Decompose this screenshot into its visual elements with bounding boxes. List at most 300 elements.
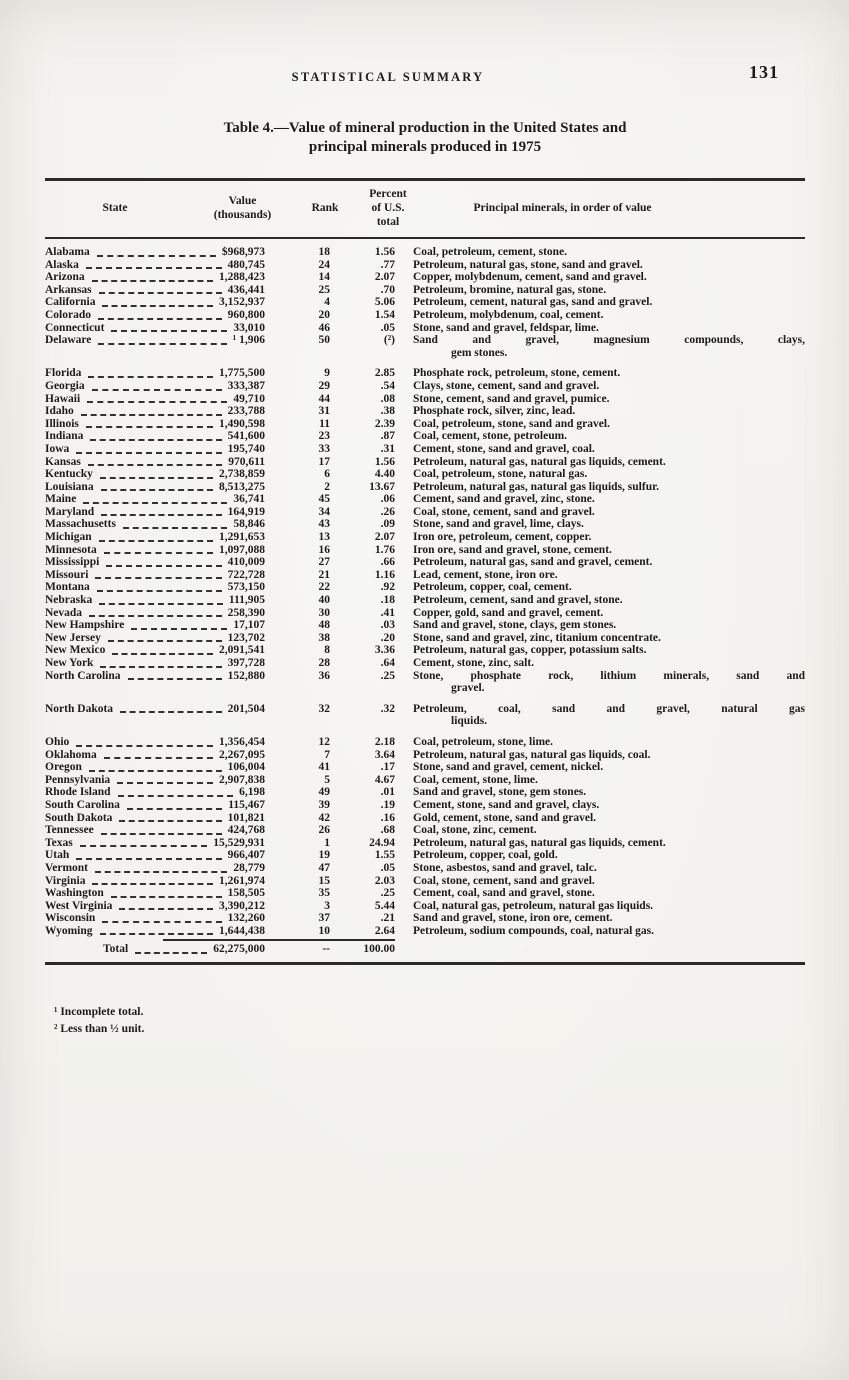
percent-cell: 2.39	[374, 417, 395, 430]
state-value-cell	[45, 657, 265, 670]
minerals-cell	[413, 468, 805, 481]
dash-leader	[76, 855, 221, 860]
value-amount: 480,745	[227, 258, 265, 271]
value-amount: 2,907,838	[219, 773, 265, 786]
dash-leader	[92, 386, 222, 391]
dash-leader	[76, 449, 221, 454]
value-amount: 2,091,541	[219, 644, 265, 657]
rank-cell: 8	[324, 644, 330, 657]
dash-leader	[89, 767, 222, 772]
value-amount: 233,788	[227, 405, 265, 418]
state-name: Minnesota	[45, 543, 97, 556]
value-amount: 3,390,212	[219, 899, 265, 912]
minerals-line1: Petroleum, natural gas, stone, sand and gravel.	[413, 258, 643, 271]
state-name: Vermont	[45, 861, 89, 874]
rank-cell: 42	[318, 811, 330, 824]
percent-cell: .17	[380, 761, 395, 774]
table-row	[45, 246, 805, 259]
state-name: Texas	[45, 836, 73, 849]
minerals-line1: Lead, cement, stone, iron ore.	[413, 568, 558, 581]
minerals-line1: Petroleum, natural gas, natural gas liquids, cement.	[413, 455, 666, 468]
minerals-cell	[413, 875, 805, 888]
state-name: Delaware	[45, 334, 92, 347]
state-value-cell	[45, 581, 265, 594]
minerals-cell	[413, 900, 805, 913]
minerals-cell	[413, 761, 805, 774]
running-header: STATISTICAL SUMMARY	[291, 70, 485, 84]
state-name: Nebraska	[45, 594, 93, 607]
percent-cell: .77	[380, 258, 395, 271]
minerals-line1: Coal, stone, cement, sand and gravel.	[413, 874, 595, 887]
rank-cell: 39	[318, 798, 330, 811]
rank-cell: 10	[318, 924, 330, 937]
minerals-line1: Petroleum, bromine, natural gas, stone.	[413, 283, 607, 296]
state-value-cell	[45, 749, 265, 762]
rank-cell: 16	[318, 543, 330, 556]
value-amount: 33,010	[233, 321, 265, 334]
percent-cell: .16	[380, 811, 395, 824]
value-amount: 970,611	[228, 455, 265, 468]
minerals-cell	[413, 925, 805, 938]
value-amount: 722,728	[227, 568, 265, 581]
table-row	[45, 849, 805, 862]
minerals-line1: Coal, petroleum, cement, stone.	[413, 246, 568, 258]
percent-cell: .25	[380, 887, 395, 900]
total-value: 62,275,000	[213, 943, 265, 956]
rank-cell: 36	[318, 669, 330, 682]
rank-cell: 40	[318, 594, 330, 607]
minerals-cell	[413, 774, 805, 787]
minerals-cell	[413, 393, 805, 406]
state-name: Maine	[45, 493, 77, 506]
table-row	[45, 812, 805, 825]
minerals-cell	[413, 334, 805, 359]
state-value-cell	[45, 925, 265, 938]
percent-cell: 3.36	[374, 644, 395, 657]
rank-cell: 18	[318, 246, 330, 258]
state-value-cell	[45, 875, 265, 888]
state-name: Georgia	[45, 379, 85, 392]
rank-cell: 30	[318, 606, 330, 619]
minerals-line1: Copper, molybdenum, cement, sand and gravel.	[413, 271, 647, 284]
minerals-line2: gem stones.	[451, 346, 508, 359]
state-value-cell	[45, 824, 265, 837]
table-row	[45, 900, 805, 913]
table-row	[45, 736, 805, 749]
percent-cell: .08	[380, 392, 395, 405]
value-amount: $968,973	[221, 246, 265, 258]
rank-cell: 27	[318, 556, 330, 569]
total-label: Total	[103, 943, 129, 956]
rank-cell: 19	[318, 849, 330, 862]
state-value-cell	[45, 619, 265, 632]
percent-cell: .01	[380, 786, 395, 799]
minerals-line1: Petroleum, natural gas, copper, potassium salts.	[413, 644, 647, 657]
state-value-cell	[45, 393, 265, 406]
percent-cell: (²)	[383, 334, 395, 347]
value-amount: 201,504	[227, 702, 265, 715]
minerals-line1: Petroleum, coal, sand and gravel, natural gas	[413, 702, 805, 715]
rank-cell: 9	[324, 367, 330, 380]
minerals-line1: Petroleum, copper, coal, gold.	[413, 849, 558, 862]
header-value-line1: Value	[228, 195, 257, 207]
table-row	[45, 619, 805, 632]
table-row	[45, 703, 805, 728]
rank-cell: 2	[324, 480, 330, 493]
total-rank: --	[322, 943, 330, 956]
percent-cell: .05	[380, 861, 395, 874]
footnote-1: ¹ Incomplete total.	[54, 1006, 144, 1018]
table-row	[45, 380, 805, 393]
state-name: Kansas	[45, 455, 81, 468]
percent-cell: 2.18	[374, 735, 395, 748]
minerals-cell	[413, 443, 805, 456]
table-row	[45, 657, 805, 670]
state-name: Wisconsin	[45, 912, 96, 925]
rank-cell: 12	[318, 735, 330, 748]
value-amount: 28,779	[233, 861, 265, 874]
value-amount: 2,267,095	[219, 748, 265, 761]
minerals-line1: Stone, sand and gravel, lime, clays.	[413, 518, 584, 531]
rank-cell: 21	[318, 568, 330, 581]
header-percent-line3: total	[376, 216, 400, 228]
page-number: 131	[749, 62, 779, 82]
rank-cell: 47	[318, 861, 330, 874]
value-amount: 36,741	[233, 493, 265, 506]
percent-cell: 2.03	[374, 874, 395, 887]
dash-leader	[100, 474, 213, 479]
dash-leader	[106, 562, 221, 567]
value-amount: ¹ 1,906	[232, 334, 265, 347]
minerals-cell	[413, 367, 805, 380]
value-amount: 3,152,937	[219, 296, 265, 309]
percent-cell: 2.85	[374, 367, 395, 380]
table-row	[45, 875, 805, 888]
table-bottom-rule	[45, 962, 805, 965]
minerals-line1: Cement, coal, sand and gravel, stone.	[413, 887, 595, 900]
state-name: Ohio	[45, 735, 70, 748]
state-name: New Jersey	[45, 631, 101, 644]
table-row	[45, 284, 805, 297]
minerals-line1: Stone, sand and gravel, feldspar, lime.	[413, 321, 599, 334]
value-amount: 333,387	[227, 379, 265, 392]
value-amount: 541,600	[227, 430, 265, 443]
state-name: South Dakota	[45, 811, 113, 824]
table-row	[45, 670, 805, 695]
minerals-line1: Cement, stone, zinc, salt.	[413, 657, 535, 669]
state-value-cell	[45, 703, 265, 716]
rank-cell: 37	[318, 912, 330, 925]
header-value	[185, 194, 300, 222]
table-row	[45, 518, 805, 531]
value-amount: 1,261,974	[219, 874, 265, 887]
total-label-cell	[45, 943, 265, 956]
value-amount: 966,407	[227, 849, 265, 862]
rank-cell: 25	[318, 283, 330, 296]
state-value-cell	[45, 670, 265, 683]
dash-leader	[92, 880, 213, 885]
percent-cell: .64	[380, 657, 395, 669]
minerals-line1: Cement, stone, sand and gravel, clays.	[413, 798, 600, 811]
footnotes	[54, 1004, 144, 1038]
value-amount: 258,390	[227, 606, 265, 619]
state-value-cell	[45, 334, 265, 347]
dash-leader	[76, 742, 213, 747]
minerals-cell	[413, 259, 805, 272]
dash-leader	[83, 499, 227, 504]
dash-leader	[81, 411, 222, 416]
rank-cell: 35	[318, 887, 330, 900]
minerals-line1: Petroleum, natural gas, natural gas liquids, sulfur.	[413, 480, 660, 493]
state-name: Oklahoma	[45, 748, 97, 761]
value-amount: 8,513,275	[219, 480, 265, 493]
state-value-cell	[45, 544, 265, 557]
percent-cell: .68	[380, 824, 395, 837]
state-name: North Dakota	[45, 702, 114, 715]
minerals-line1: Petroleum, copper, coal, cement.	[413, 581, 572, 594]
rank-cell: 7	[324, 748, 330, 761]
minerals-line1: Sand and gravel, stone, clays, gem stones.	[413, 619, 617, 632]
state-value-cell	[45, 912, 265, 925]
percent-cell: 2.64	[374, 924, 395, 937]
minerals-cell	[413, 581, 805, 594]
dash-leader	[95, 868, 227, 873]
rank-cell: 4	[324, 296, 330, 309]
minerals-cell	[413, 887, 805, 900]
dash-leader	[88, 373, 213, 378]
percent-cell: .32	[380, 702, 395, 715]
dash-leader	[99, 537, 213, 542]
table-row	[45, 259, 805, 272]
table-row	[45, 749, 805, 762]
value-amount: 115,467	[228, 798, 265, 811]
minerals-cell	[413, 703, 805, 728]
percent-cell: 24.94	[369, 836, 395, 849]
percent-cell: 13.67	[369, 480, 395, 493]
rank-cell: 34	[318, 505, 330, 518]
minerals-cell	[413, 912, 805, 925]
minerals-cell	[413, 569, 805, 582]
dash-leader	[100, 663, 221, 668]
dash-leader	[101, 830, 222, 835]
minerals-line1: Cement, stone, sand and gravel, coal.	[413, 442, 595, 455]
rank-cell: 49	[318, 786, 330, 799]
value-amount: 573,150	[227, 581, 265, 594]
total-percent: 100.00	[363, 943, 395, 956]
state-name: New Mexico	[45, 644, 106, 657]
percent-cell: .66	[380, 556, 395, 569]
row-group	[45, 703, 805, 728]
value-amount: 49,710	[233, 392, 265, 405]
state-name: Mississippi	[45, 556, 100, 569]
state-name: Virginia	[45, 874, 86, 887]
minerals-cell	[413, 619, 805, 632]
rank-cell: 20	[318, 308, 330, 321]
state-name: Missouri	[45, 568, 89, 581]
minerals-cell	[413, 749, 805, 762]
minerals-line1: Clays, stone, cement, sand and gravel.	[413, 379, 600, 392]
state-value-cell	[45, 322, 265, 335]
value-amount: 111,905	[228, 594, 265, 607]
dash-leader	[123, 524, 227, 529]
percent-cell: .70	[380, 283, 395, 296]
minerals-cell	[413, 670, 805, 695]
dash-leader	[99, 600, 223, 605]
dash-leader	[87, 398, 227, 403]
percent-cell: 5.06	[374, 296, 395, 309]
table-row	[45, 334, 805, 359]
percent-cell: .41	[380, 606, 395, 619]
state-value-cell	[45, 887, 265, 900]
state-value-cell	[45, 594, 265, 607]
rank-cell: 3	[324, 899, 330, 912]
state-name: Indiana	[45, 430, 84, 443]
percent-cell: .18	[380, 594, 395, 607]
percent-cell: .87	[380, 430, 395, 443]
minerals-line1: Stone, sand and gravel, zinc, titanium concentrate.	[413, 631, 661, 644]
dash-leader	[120, 708, 222, 713]
table-row	[45, 418, 805, 431]
rank-cell: 29	[318, 379, 330, 392]
value-amount: 15,529,931	[213, 836, 265, 849]
minerals-line2: gravel.	[451, 682, 485, 695]
value-amount: 960,800	[227, 308, 265, 321]
minerals-line1: Cement, sand and gravel, zinc, stone.	[413, 493, 595, 506]
percent-cell: 4.67	[374, 773, 395, 786]
dash-leader	[92, 277, 213, 282]
state-value-cell	[45, 367, 265, 380]
dash-leader	[90, 436, 221, 441]
table-row	[45, 506, 805, 519]
table-title-line2: principal minerals produced in 1975	[308, 139, 542, 155]
rank-cell: 32	[318, 702, 330, 715]
header-percent-line2: of U.S.	[371, 202, 405, 214]
minerals-line1: Petroleum, natural gas, sand and gravel, cement.	[413, 556, 653, 569]
dash-leader	[108, 637, 222, 642]
minerals-line1: Petroleum, cement, natural gas, sand and gravel.	[413, 296, 653, 309]
total-section	[45, 939, 805, 956]
table-row	[45, 405, 805, 418]
table-row	[45, 912, 805, 925]
table-row	[45, 443, 805, 456]
value-amount: 436,441	[227, 283, 265, 296]
table-row	[45, 581, 805, 594]
minerals-line1: Coal, petroleum, stone, lime.	[413, 735, 554, 748]
table-row	[45, 456, 805, 469]
row-group	[45, 246, 805, 359]
table-row	[45, 569, 805, 582]
table-row	[45, 862, 805, 875]
value-amount: 424,768	[227, 824, 265, 837]
state-value-cell	[45, 246, 265, 259]
state-name: Florida	[45, 367, 82, 380]
table-row	[45, 493, 805, 506]
state-name: Maryland	[45, 505, 95, 518]
rank-cell: 1	[324, 836, 330, 849]
table-row	[45, 430, 805, 443]
state-name: Montana	[45, 581, 90, 594]
percent-cell: 1.56	[374, 455, 395, 468]
rank-cell: 5	[324, 773, 330, 786]
table-row	[45, 594, 805, 607]
minerals-line1: Coal, cement, stone, lime.	[413, 773, 538, 786]
minerals-cell	[413, 544, 805, 557]
minerals-line2: liquids.	[451, 715, 488, 728]
value-amount: 58,846	[233, 518, 265, 531]
footnote-2: ² Less than ½ unit.	[54, 1023, 145, 1035]
state-value-cell	[45, 296, 265, 309]
table-row	[45, 607, 805, 620]
percent-cell: 4.40	[374, 468, 395, 481]
value-amount: 1,644,438	[219, 924, 265, 937]
minerals-cell	[413, 506, 805, 519]
value-amount: 1,097,088	[219, 543, 265, 556]
state-value-cell	[45, 556, 265, 569]
minerals-line1: Petroleum, sodium compounds, coal, natural gas.	[413, 924, 654, 937]
rank-cell: 50	[318, 334, 330, 347]
dash-leader	[111, 893, 222, 898]
percent-cell: .19	[380, 798, 395, 811]
rank-cell: 14	[318, 271, 330, 284]
value-amount: 132,260	[227, 912, 265, 925]
minerals-line1: Copper, gold, sand and gravel, cement.	[413, 606, 604, 619]
percent-cell: .03	[380, 619, 395, 632]
minerals-line1: Petroleum, cement, sand and gravel, stone.	[413, 594, 623, 607]
rank-cell: 38	[318, 631, 330, 644]
dash-leader	[89, 612, 222, 617]
state-value-cell	[45, 607, 265, 620]
percent-cell: .20	[380, 631, 395, 644]
minerals-line1: Phosphate rock, petroleum, stone, cement.	[413, 367, 621, 380]
minerals-cell	[413, 786, 805, 799]
minerals-cell	[413, 531, 805, 544]
percent-cell: 5.44	[374, 899, 395, 912]
state-name: Louisiana	[45, 480, 94, 493]
percent-cell: .26	[380, 505, 395, 518]
minerals-line1: Coal, cement, stone, petroleum.	[413, 430, 568, 443]
minerals-line1: Coal, stone, zinc, cement.	[413, 824, 537, 837]
state-value-cell	[45, 493, 265, 506]
value-amount: 6,198	[239, 786, 265, 799]
minerals-line1: Petroleum, natural gas, natural gas liquids, coal.	[413, 748, 651, 761]
state-value-cell	[45, 456, 265, 469]
table-row	[45, 786, 805, 799]
state-value-cell	[45, 786, 265, 799]
rank-cell: 46	[318, 321, 330, 334]
state-name: North Carolina	[45, 669, 121, 682]
percent-cell: .06	[380, 493, 395, 506]
state-value-cell	[45, 569, 265, 582]
percent-cell: 3.64	[374, 748, 395, 761]
value-amount: 1,291,653	[219, 531, 265, 544]
percent-cell: 1.16	[374, 568, 395, 581]
table-row	[45, 544, 805, 557]
rank-cell: 17	[318, 455, 330, 468]
state-value-cell	[45, 259, 265, 272]
minerals-cell	[413, 632, 805, 645]
dash-leader	[98, 340, 226, 345]
rank-cell: 44	[318, 392, 330, 405]
minerals-line1: Stone, phosphate rock, lithium minerals, sand and	[413, 669, 805, 682]
minerals-cell	[413, 481, 805, 494]
total-row	[45, 943, 805, 956]
minerals-cell	[413, 556, 805, 569]
table-row	[45, 322, 805, 335]
percent-cell: 2.07	[374, 271, 395, 284]
dash-leader	[117, 779, 213, 784]
minerals-cell	[413, 837, 805, 850]
minerals-line1: Phosphate rock, silver, zinc, lead.	[413, 405, 576, 418]
